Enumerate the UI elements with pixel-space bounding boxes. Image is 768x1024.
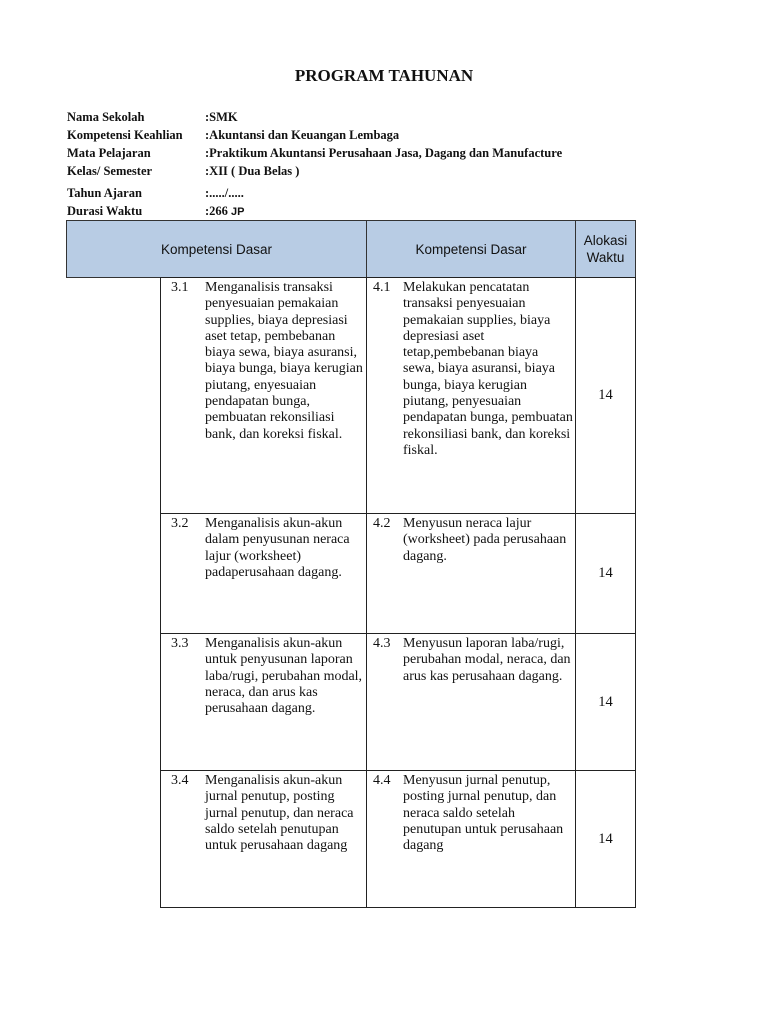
header-alokasi-waktu: Alokasi Waktu (575, 220, 636, 278)
kd4-text: Melakukan pencatatan transaksi penyesuaian pemakaian supplies, biaya depresiasi aset tetap,pembebanan biaya sewa, biaya asuransi, biaya bunga, biaya kerugian piutang, penyesuaian pendapatan bunga, pembuatan rekonsiliasi bank, dan koreksi fiskal. (403, 280, 573, 458)
kd3-text: Menganalisis akun-akun dalam penyusunan neraca lajur (worksheet) padaperusahaan dagang. (205, 516, 350, 580)
header-kompetensi-dasar-4: Kompetensi Dasar (366, 220, 576, 278)
kd4-cell (366, 277, 576, 514)
info-label: Nama Sekolah (67, 110, 145, 124)
info-value: :SMK (205, 110, 238, 124)
kd3-number: 3.4 (171, 773, 189, 788)
info-value: :XII ( Dua Belas ) (205, 164, 300, 178)
kd3-cell (160, 277, 367, 514)
info-label: Kelas/ Semester (67, 164, 153, 178)
info-label: Tahun Ajaran (67, 186, 142, 200)
alokasi-cell: 14 (575, 513, 636, 634)
durasi-unit: JP (227, 206, 245, 218)
alokasi-cell: 14 (575, 277, 636, 514)
kd3-cell (160, 513, 367, 634)
info-label: Mata Pelajaran (67, 146, 151, 160)
kd4-number: 4.2 (373, 516, 391, 531)
header-kompetensi-dasar-3: Kompetensi Dasar (66, 220, 367, 278)
alokasi-cell: 14 (575, 633, 636, 771)
info-label: Kompetensi Keahlian (67, 128, 183, 142)
durasi-value: :266 (205, 204, 228, 218)
info-value: :...../..... (205, 186, 244, 200)
alokasi-cell: 14 (575, 770, 636, 908)
kd4-text: Menyusun neraca lajur (worksheet) pada perusahaan dagang. (403, 516, 567, 564)
kd4-text: Menyusun laporan laba/rugi, perubahan modal, neraca, dan arus kas perusahaan dagang. (403, 636, 571, 684)
info-value: :Praktikum Akuntansi Perusahaan Jasa, Dagang dan Manufacture (205, 146, 563, 160)
kd4-number: 4.1 (373, 280, 391, 295)
kd3-number: 3.2 (171, 516, 189, 531)
kd3-cell (160, 633, 367, 771)
kd4-cell (366, 513, 576, 634)
kd4-number: 4.3 (373, 636, 391, 651)
kd3-cell (160, 770, 367, 908)
kd3-text: Menganalisis transaksi penyesuaian pemakaian supplies, biaya depresiasi aset tetap, pembebanan biaya sewa, biaya asuransi, biaya bunga, biaya kerugian piutang, enyesuaian pendapatan bunga, pembuatan rekonsiliasi bank, dan koreksi fiskal. (205, 280, 363, 442)
info-value: :Akuntansi dan Keuangan Lembaga (205, 128, 400, 142)
kd3-number: 3.3 (171, 636, 189, 651)
info-label: Durasi Waktu (67, 204, 143, 218)
kd4-text: Menyusun jurnal penutup, posting jurnal penutup, dan neraca saldo setelah penutupan untuk perusahaan dagang (403, 773, 564, 854)
kd4-cell (366, 770, 576, 908)
kd4-number: 4.4 (373, 773, 391, 788)
kd4-cell (366, 633, 576, 771)
page-title: PROGRAM TAHUNAN (294, 66, 474, 85)
kd3-text: Menganalisis akun-akun jurnal penutup, posting jurnal penutup, dan neraca saldo setelah penutupan untuk perusahaan dagang (205, 773, 354, 854)
kd3-number: 3.1 (171, 280, 189, 295)
kd3-text: Menganalisis akun-akun untuk penyusunan laporan laba/rugi, perubahan modal, neraca, dan arus kas perusahaan dagang. (205, 636, 363, 717)
